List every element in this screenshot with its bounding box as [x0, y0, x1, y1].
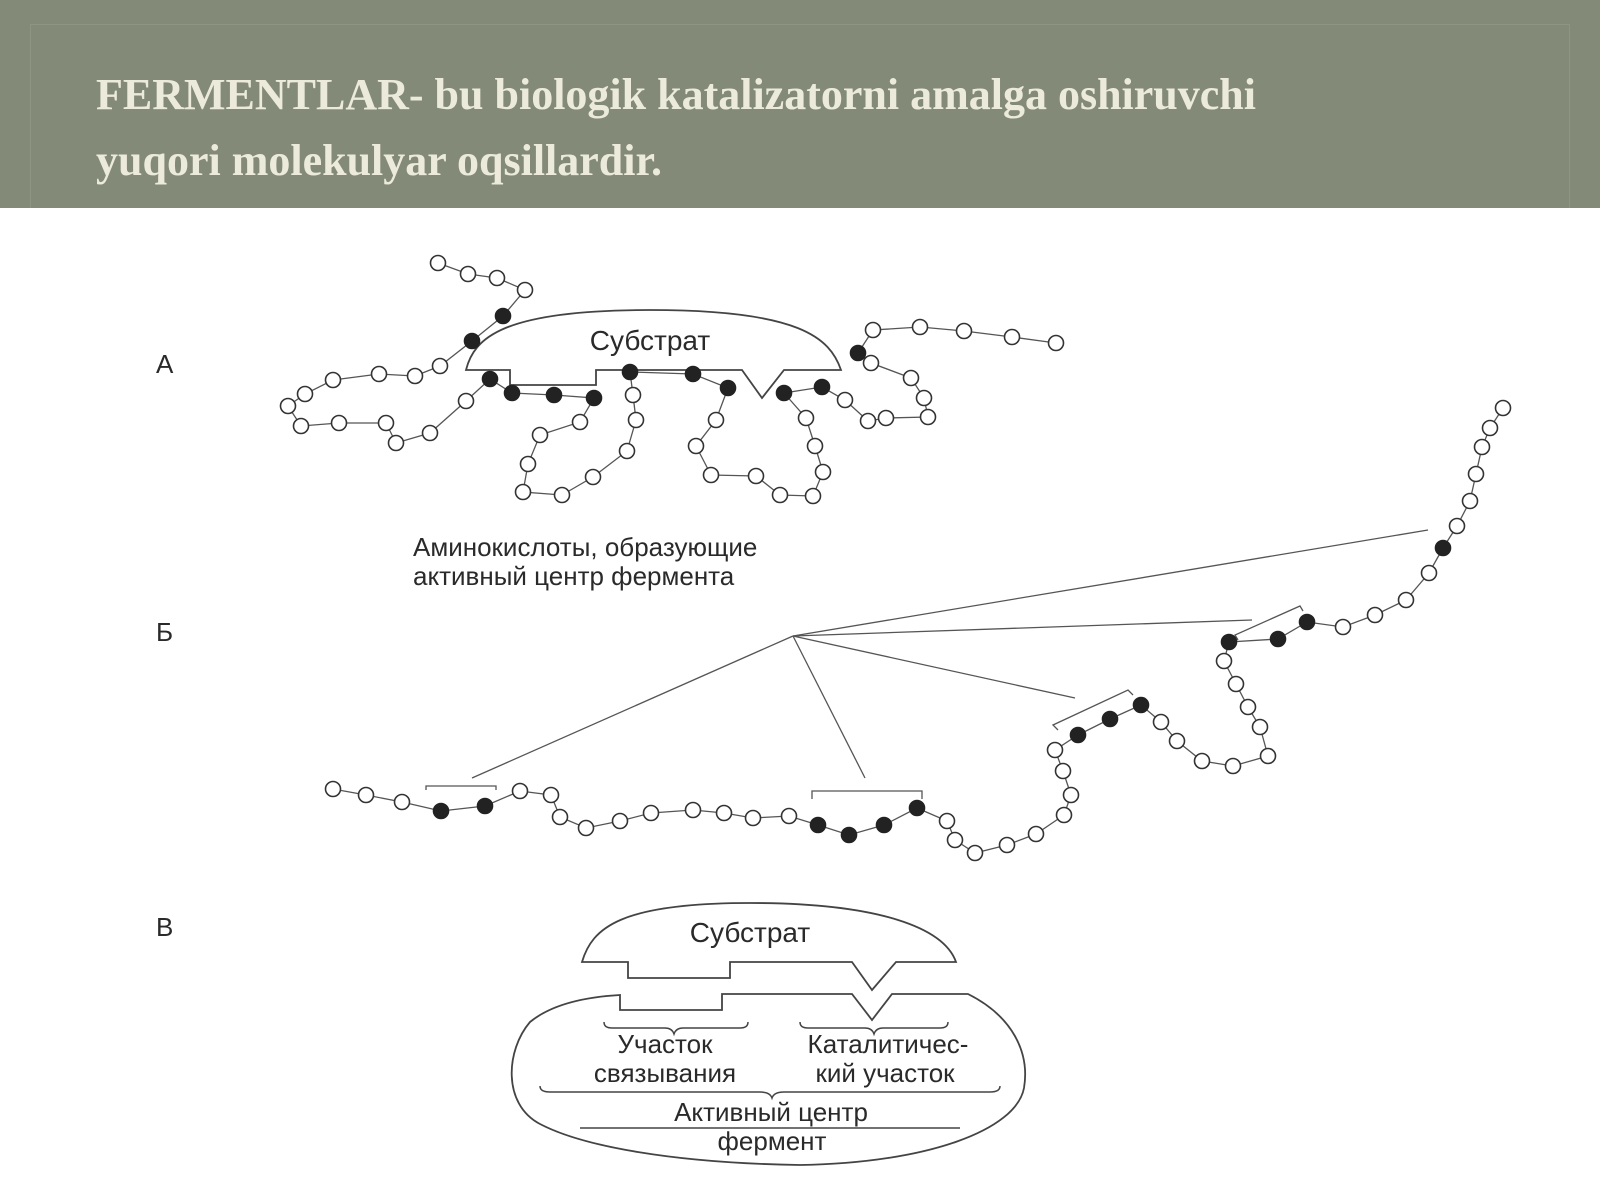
amino-acid-residue [861, 414, 876, 429]
active-site-residue [842, 828, 857, 843]
title-line-1: FERMENTLAR- bu biologik katalizatorni amalga oshiruvchi [96, 70, 1257, 119]
amino-acid-residue [1336, 620, 1351, 635]
amino-acid-residue [408, 369, 423, 384]
amino-acid-residue [746, 811, 761, 826]
amino-acid-residue [490, 271, 505, 286]
slide-title [96, 62, 1536, 194]
active-site-residue [505, 386, 520, 401]
active-site-residue [1300, 615, 1315, 630]
amino-acid-residue [544, 788, 559, 803]
amino-acid-residue [1422, 566, 1437, 581]
amino-acid-residue [620, 444, 635, 459]
amino-acid-residue [1049, 336, 1064, 351]
amino-acid-residue [866, 323, 881, 338]
amino-acid-residue [372, 367, 387, 382]
amino-acid-residue [808, 439, 823, 454]
panel-a-amino-acid-chain [281, 256, 1064, 504]
panel-b-letter: Б [156, 617, 174, 647]
active-site-residue [910, 801, 925, 816]
amino-acid-residue [879, 411, 894, 426]
amino-acid-residue [816, 465, 831, 480]
active-site-residue [496, 309, 511, 324]
amino-acid-residue [359, 788, 374, 803]
amino-acid-residue [1057, 808, 1072, 823]
active-site-residue [434, 804, 449, 819]
amino-acid-residue [709, 413, 724, 428]
panel-b-caption-line-1: Аминокислоты, образующие [413, 532, 758, 562]
amino-acid-residue [864, 356, 879, 371]
amino-acid-residue [423, 426, 438, 441]
amino-acid-residue [326, 373, 341, 388]
amino-acid-residue [521, 457, 536, 472]
amino-acid-residue [1496, 401, 1511, 416]
amino-acid-residue [586, 470, 601, 485]
amino-acid-residue [433, 359, 448, 374]
amino-acid-residue [968, 846, 983, 861]
amino-acid-residue [1226, 759, 1241, 774]
amino-acid-residue [1064, 788, 1079, 803]
amino-acid-residue [1029, 827, 1044, 842]
amino-acid-residue [513, 784, 528, 799]
amino-acid-residue [1048, 743, 1063, 758]
active-center-label-line-2: фермент [717, 1126, 827, 1156]
amino-acid-residue [389, 436, 404, 451]
amino-acid-residue [644, 806, 659, 821]
active-site-residue [686, 367, 701, 382]
amino-acid-residue [1195, 754, 1210, 769]
amino-acid-residue [395, 795, 410, 810]
amino-acid-residue [940, 814, 955, 829]
amino-acid-residue [904, 371, 919, 386]
catalytic-site-label-line-2: кий участок [815, 1058, 955, 1088]
amino-acid-residue [917, 391, 932, 406]
amino-acid-residue [1450, 519, 1465, 534]
enzyme-active-site-diagram [0, 208, 1600, 1200]
active-site-residue [721, 381, 736, 396]
active-site-brackets [426, 606, 1303, 799]
amino-acid-residue [749, 469, 764, 484]
amino-acid-residue [553, 810, 568, 825]
amino-acid-residue [1229, 677, 1244, 692]
active-site-residue [623, 365, 638, 380]
active-center-label-line-1: Активный центр [674, 1097, 868, 1127]
amino-acid-residue [948, 833, 963, 848]
amino-acid-residue [1399, 593, 1414, 608]
amino-acid-residue [281, 399, 296, 414]
amino-acid-residue [461, 267, 476, 282]
amino-acid-residue [717, 806, 732, 821]
active-site-residue [1134, 698, 1149, 713]
panel-b-caption-line-2: активный центр фермента [413, 561, 735, 591]
active-site-residue [877, 818, 892, 833]
panel-c-letter: В [156, 912, 174, 942]
active-site-residue [547, 388, 562, 403]
amino-acid-residue [431, 256, 446, 271]
active-site-residue [1271, 632, 1286, 647]
amino-acid-residue [555, 488, 570, 503]
amino-acid-residue [913, 320, 928, 335]
amino-acid-residue [1005, 330, 1020, 345]
amino-acid-residue [1368, 608, 1383, 623]
amino-acid-residue [626, 388, 641, 403]
amino-acid-residue [518, 283, 533, 298]
panel-c [512, 903, 1025, 1165]
amino-acid-residue [1217, 654, 1232, 669]
amino-acid-residue [298, 387, 313, 402]
amino-acid-residue [533, 428, 548, 443]
amino-acid-residue [806, 489, 821, 504]
amino-acid-residue [1475, 440, 1490, 455]
amino-acid-residue [613, 814, 628, 829]
active-site-residue [483, 372, 498, 387]
amino-acid-residue [689, 439, 704, 454]
binding-site-label-line-1: Участок [617, 1029, 713, 1059]
active-site-residue [1103, 712, 1118, 727]
amino-acid-residue [921, 410, 936, 425]
active-site-residue [478, 799, 493, 814]
active-site-residue [851, 346, 866, 361]
amino-acid-residue [459, 394, 474, 409]
amino-acid-residue [1154, 715, 1169, 730]
amino-acid-residue [579, 821, 594, 836]
amino-acid-residue [704, 468, 719, 483]
panel-a-substrate-label: Субстрат [589, 325, 711, 356]
active-site-residue [777, 386, 792, 401]
title-banner [0, 0, 1600, 208]
active-site-residue [1071, 728, 1086, 743]
amino-acid-residue [1241, 700, 1256, 715]
amino-acid-residue [957, 324, 972, 339]
title-line-2: yuqori molekulyar oqsillardir. [96, 136, 662, 185]
active-site-residue [465, 334, 480, 349]
amino-acid-residue [1261, 749, 1276, 764]
amino-acid-residue [516, 485, 531, 500]
amino-acid-residue [1000, 838, 1015, 853]
active-site-residue [587, 391, 602, 406]
amino-acid-residue [1469, 467, 1484, 482]
active-site-residue [1436, 541, 1451, 556]
binding-site-label-line-2: связывания [593, 1058, 737, 1088]
panel-b [326, 401, 1511, 861]
amino-acid-residue [629, 413, 644, 428]
panel-c-substrate-label: Субстрат [689, 917, 811, 948]
amino-acid-residue [782, 809, 797, 824]
amino-acid-residue [773, 488, 788, 503]
amino-acid-residue [686, 803, 701, 818]
amino-acid-residue [838, 393, 853, 408]
amino-acid-residue [1463, 494, 1478, 509]
amino-acid-residue [379, 416, 394, 431]
catalytic-site-label-line-1: Каталитичес- [807, 1029, 969, 1059]
amino-acid-residue [332, 416, 347, 431]
active-site-residue [815, 380, 830, 395]
amino-acid-residue [573, 415, 588, 430]
active-site-residue [811, 818, 826, 833]
amino-acid-residue [1170, 734, 1185, 749]
amino-acid-residue [799, 411, 814, 426]
panel-a [281, 256, 1064, 504]
amino-acid-residue [326, 782, 341, 797]
active-site-residue [1222, 635, 1237, 650]
panel-a-letter: А [156, 349, 174, 379]
amino-acid-residue [1253, 720, 1268, 735]
amino-acid-residue [1483, 421, 1498, 436]
amino-acid-residue [294, 419, 309, 434]
amino-acid-residue [1056, 764, 1071, 779]
